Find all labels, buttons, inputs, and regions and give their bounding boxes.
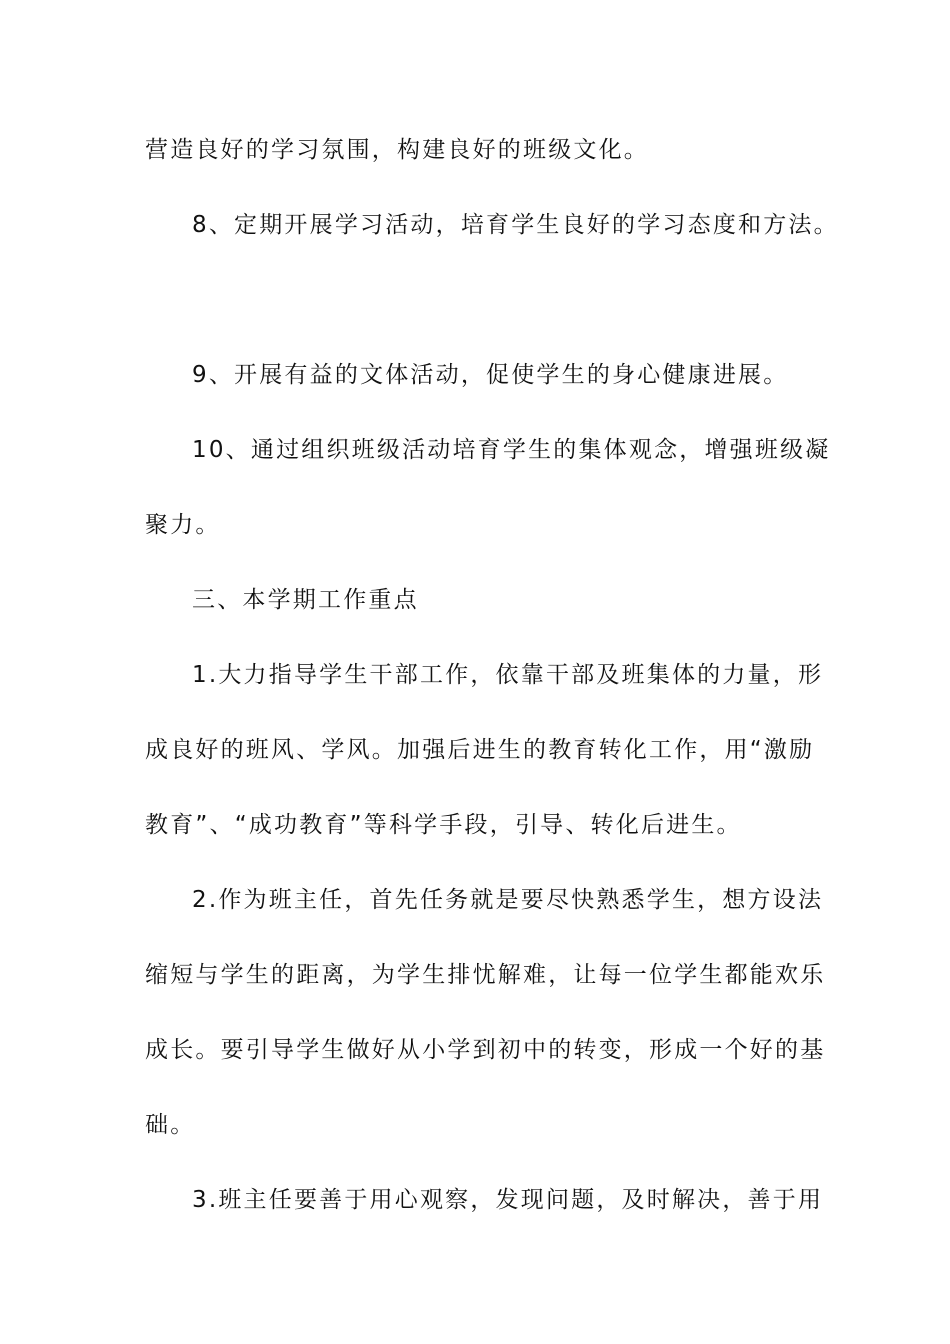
text-line: 营造良好的学习氛围，构建良好的班级文化。 [145,137,649,163]
text-line: 教育”、“成功教育”等科学手段，引导、转化后进生。 [145,812,742,838]
text-line: 础。 [145,1112,196,1138]
text-line: 成良好的班风、学风。加强后进生的教育转化工作，用“激励 [145,737,815,763]
text-line: 1.大力指导学生干部工作，依靠干部及班集体的力量，形 [192,662,824,688]
text-line: 缩短与学生的距离，为学生排忧解难，让每一位学生都能欢乐 [145,962,826,988]
text-line: 聚力。 [145,512,221,538]
text-line: 8、定期开展学习活动，培育学生良好的学习态度和方法。 [192,212,839,238]
section-heading: 三、本学期工作重点 [192,587,419,613]
text-line: 3.班主任要善于用心观察，发现问题，及时解决，善于用 [192,1187,824,1213]
text-line: 9、开展有益的文体活动，促使学生的身心健康进展。 [192,362,789,388]
text-line: 成长。要引导学生做好从小学到初中的转变，形成一个好的基 [145,1037,826,1063]
text-line: 10、通过组织班级活动培育学生的集体观念，增强班级凝 [192,437,831,463]
text-line: 2.作为班主任，首先任务就是要尽快熟悉学生，想方设法 [192,887,824,913]
